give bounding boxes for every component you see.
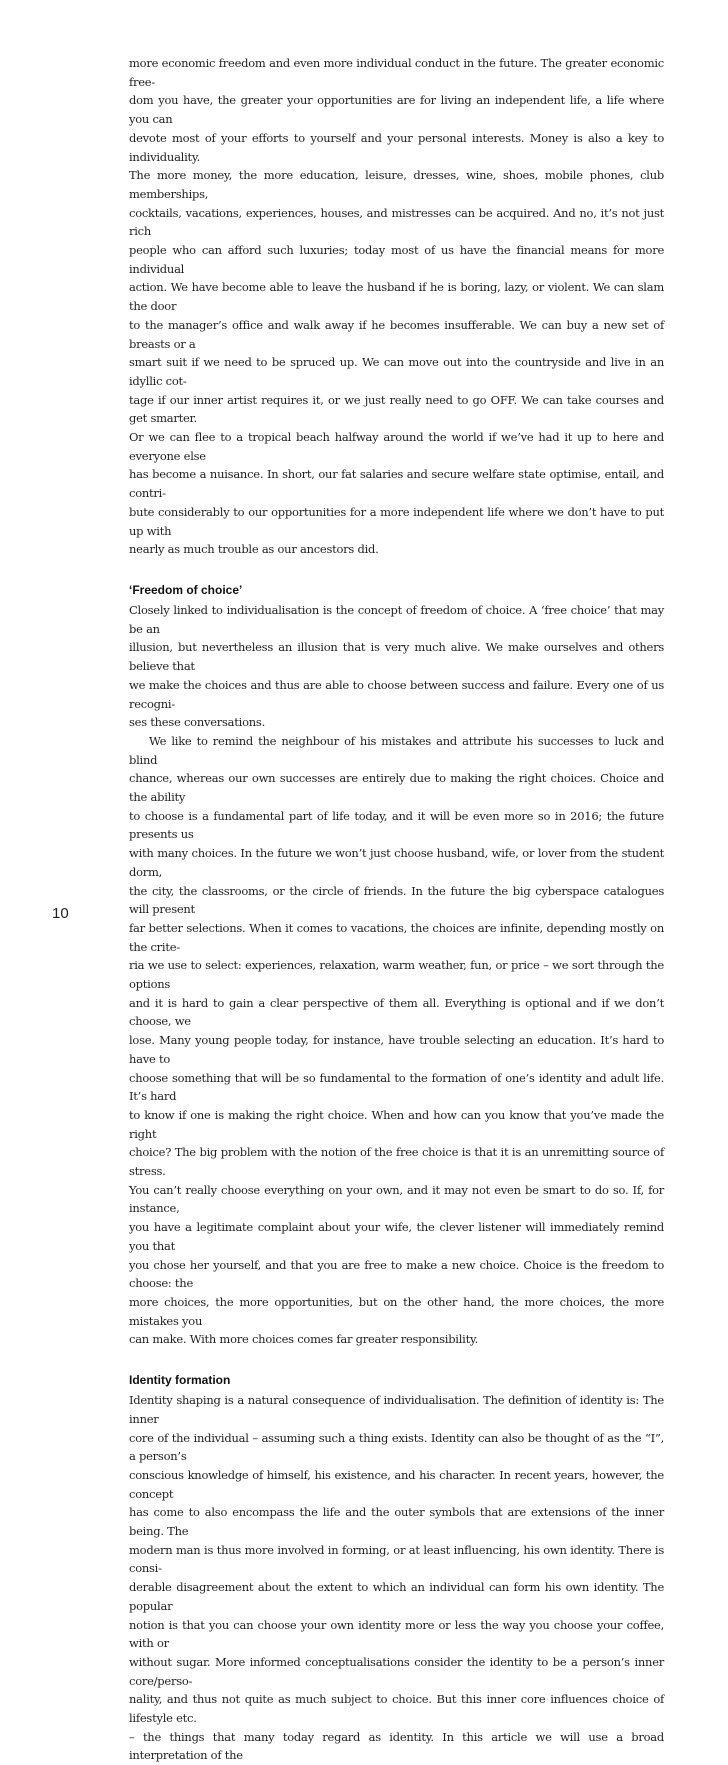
section-heading-identity-formation: Identity formation [129,1373,231,1388]
page-number: 10 [52,905,69,922]
section-heading-freedom-of-choice: ‘Freedom of choice’ [129,582,243,597]
freedom-paragraph-1: Closely linked to individualisation is the concept of freedom of choice. A ‘free choice’ that may be an illusion, but nevertheless an illusion that is very much alive. We make ourselves and others believe that we make the choices and thus are able to choose between success and failure. Every one of us recogni- ses these conversations. [129,602,664,730]
identity-paragraph-1: Identity shaping is a natural consequence of individualisation. The definition of identity is: The inner core of the individual – assuming such a thing exists. Identity can also be thought of as the “I”, a person’s conscious knowledge of himself, his existence, and his character. In recent years, however, the concept has come to also encompass the life and the outer symbols that are extensions of the inner being. The modern man is thus more involved in forming, or at least influencing, his own identity. There is consi- derable disagreement about the extent to which an individual can form his own identity. The popular notion is that you can choose your own identity more or less the way you choose your coffee, with or without sugar. More informed conceptualisations consider the identity to be a person’s inner core/perso- nality, and thus not quite as much subject to choice. But this inner core influences choice of lifestyle etc. – the things that many today regard as identity. In this article we will use a broad interpretation of the [129,1393,664,1763]
freedom-paragraph-2: We like to remind the neighbour of his mistakes and attribute his successes to luck and blind chance, whereas our own successes are entirely due to making the right choices. Choice and the ability to choose is a fundamental part of life today, and it will be even more so in 2016; the future presents us with many choices. In the future we won’t just choose husband, wife, or lover from the student dorm, the city, the classrooms, or the circle of friends. In the future the big cyberspace catalogues will present far better selections. When it comes to vacations, the choices are infinite, depending mostly on the crite- ria we use to select: experiences, relaxation, warm weather, fun, or price – we sort through the options and it is hard to gain a clear perspective of them all. Everything is optional and if we don’t choose, we lose. Many young people today, for instance, have trouble selecting an education. It’s hard to have to choose something that will be so fundamental to the formation of one’s identity and adult life. It’s hard to know if one is making the right choice. When and how can you know that you’ve made the right choice? The big problem with the notion of the free choice is that it is an unremitting source of stress. You can’t really choose everything on your own, and it may not even be smart to do so. If, for instance, you have a legitimate complaint about your wife, the clever listener will immediately remind you that you chose her yourself, and that you are free to make a new choice. Choice is the freedom to choose: the more choices, the more opportunities, but on the other hand, the more choices, the more mistakes you can make. With more choices comes far greater responsibility. [129,733,664,1347]
text-column [129,54,664,1765]
intro-paragraph: more economic freedom and even more individual conduct in the future. The greater economic free- dom you have, the greater your opportunities are for living an independent life, a life where you can devote most of your efforts to yourself and your personal interests. Money is also a key to individuality. The more money, the more education, leisure, dresses, wine, shoes, mobile phones, club memberships, cocktails, vacations, experiences, houses, and mistresses can be acquired. And no, it’s not just rich people who can afford such luxuries; today most of us have the financial means for more individual action. We have become able to leave the husband if he is boring, lazy, or violent. We can slam the door to the manager’s office and walk away if he becomes insufferable. We can buy a new set of breasts or a smart suit if we need to be spruced up. We can move out into the countryside and live in an idyllic cot- tage if our inner artist requires it, or we just really need to go OFF. We can take courses and get smarter. Or we can flee to a tropical beach halfway around the world if we’ve had it up to here and everyone else has become a nuisance. In short, our fat salaries and secure welfare state optimise, entail, and contri- bute considerably to our opportunities for a more independent life where we don’t have to put up with nearly as much trouble as our ancestors did. [129,56,664,557]
